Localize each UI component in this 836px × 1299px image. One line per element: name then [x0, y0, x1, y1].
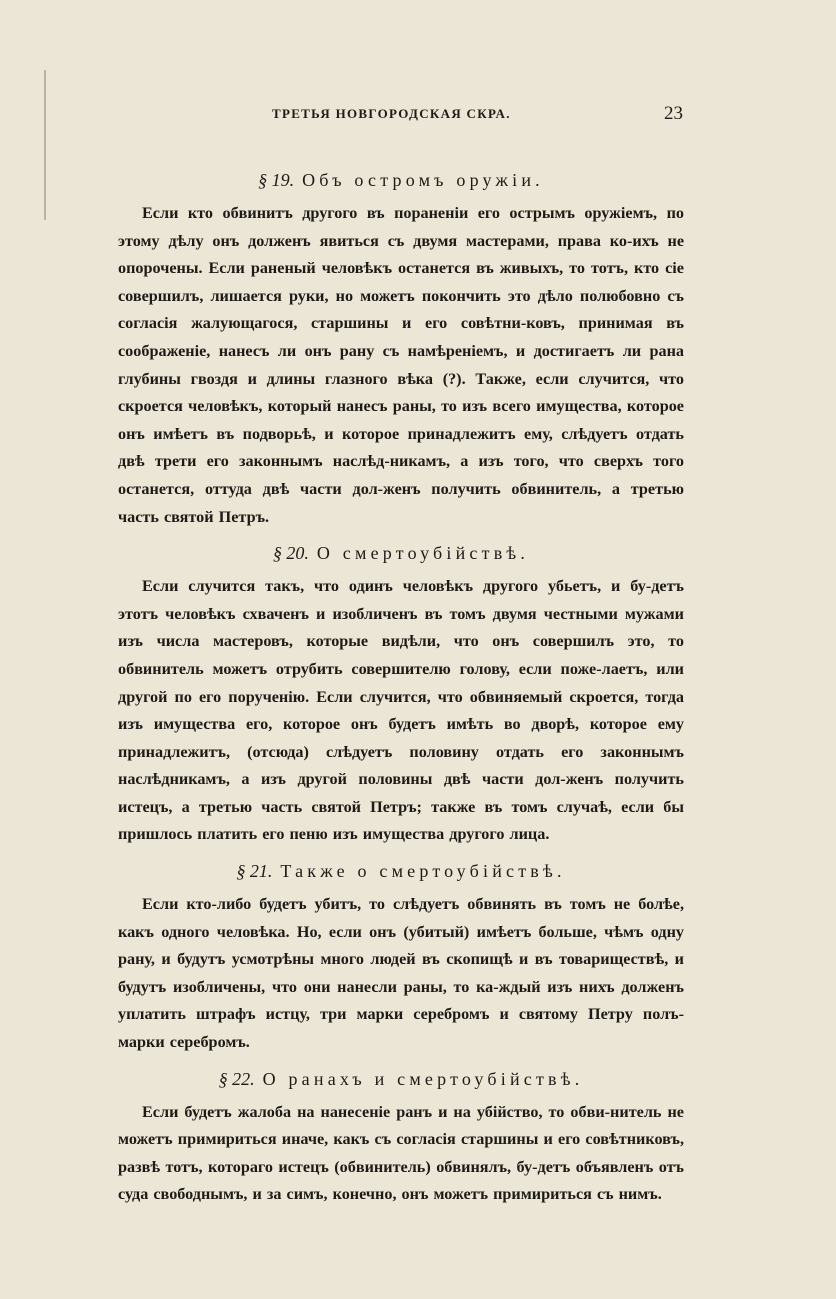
section-paragraph: Если кто обвинитъ другого въ пораненіи его острымъ оружіемъ, по этому дѣлу онъ долженъ явиться съ двумя мастерами, права ко-ихъ не опорочены. Если раненый человѣкъ останется въ живыхъ, то тотъ, кто сіе совершилъ, лишается руки, но можетъ покончить это дѣло полюбовно съ согласія жалующагося, старшины и его совѣтни-ковъ, принимая въ соображеніе, нанесъ ли онъ рану съ намѣреніемъ, и достигаетъ ли рана глубины гвоздя и длины глазного вѣка (?). Также, если случится, что скроется человѣкъ, который нанесъ раны, то изъ всего имущества, которое онъ имѣетъ въ подворьѣ, и которое принадлежитъ ему, слѣдуетъ отдать двѣ трети его законнымъ наслѣд-никамъ, а изъ того, что сверхъ того останется, оттуда двѣ части дол-женъ получить обвинитель, а третью часть святой Петръ.	[118, 204, 684, 526]
section-title: О ранахъ и смертоубійствѣ.	[262, 1068, 584, 1089]
section-paragraph: Если кто-либо будетъ убитъ, то слѣдуетъ обвинять въ томъ не болѣе, какъ одного человѣка. Но, если онъ (убитый) имѣетъ больше, чѣмъ одну рану, и будутъ усмотрѣны много людей въ скопищѣ и въ товариществѣ, и будутъ изобличены, что они нанесли раны, то ка-ждый изъ нихъ долженъ уплатить штрафъ истцу, три марки серебромъ и святому Петру полъ-марки серебромъ.	[118, 895, 684, 1052]
section-number: § 19.	[258, 170, 295, 190]
running-title: ТРЕТЬЯ НОВГОРОДСКАЯ СКРА.	[272, 106, 511, 121]
section-number: § 20.	[272, 543, 309, 564]
section-number: § 21.	[236, 861, 273, 882]
section-heading	[118, 857, 684, 885]
section-heading	[118, 539, 684, 567]
section-number: § 22.	[218, 1068, 255, 1089]
section-heading	[118, 166, 684, 194]
section-title: О смертоубійствѣ.	[316, 543, 530, 564]
section-paragraph: Если случится такъ, что одинъ человѣкъ другого убьетъ, и бу-детъ этотъ человѣкъ схваченъ и изобличенъ въ томъ двумя честными мужами изъ числа мастеровъ, которые видѣли, что онъ совершилъ это, то обвинитель можетъ отрубить совершителю голову, если поже-лаетъ, или другой по его порученію. Если случится, что обвиняемый скроется, тогда изъ имущества его, которое онъ будетъ имѣть во дворѣ, которое ему принадлежитъ, (отсюда) слѣдуетъ половину отдать его законнымъ наслѣдникамъ, а изъ другой половины двѣ части дол-женъ получить истецъ, а третью часть святой Петръ; также въ томъ случаѣ, если бы пришлось платить его пеню изъ имущества другого лица.	[118, 577, 684, 844]
section-paragraph: Если будетъ жалоба на нанесеніе ранъ и на убійство, то обви-нитель не можетъ примириться иначе, какъ съ согласія старшины и его совѣтниковъ, развѣ тотъ, котораго истецъ (обвинитель) обвинялъ, бу-детъ объявленъ отъ суда свободнымъ, и за симъ, конечно, онъ можетъ примириться съ нимъ.	[118, 1102, 684, 1204]
section-title: Объ остромъ оружіи.	[302, 170, 544, 190]
section-heading	[118, 1065, 684, 1093]
section-title: Также о смертоубійствѣ.	[280, 861, 566, 882]
page-number: 23	[664, 103, 683, 124]
text-block	[118, 164, 684, 1209]
page-edge-line	[44, 70, 46, 220]
